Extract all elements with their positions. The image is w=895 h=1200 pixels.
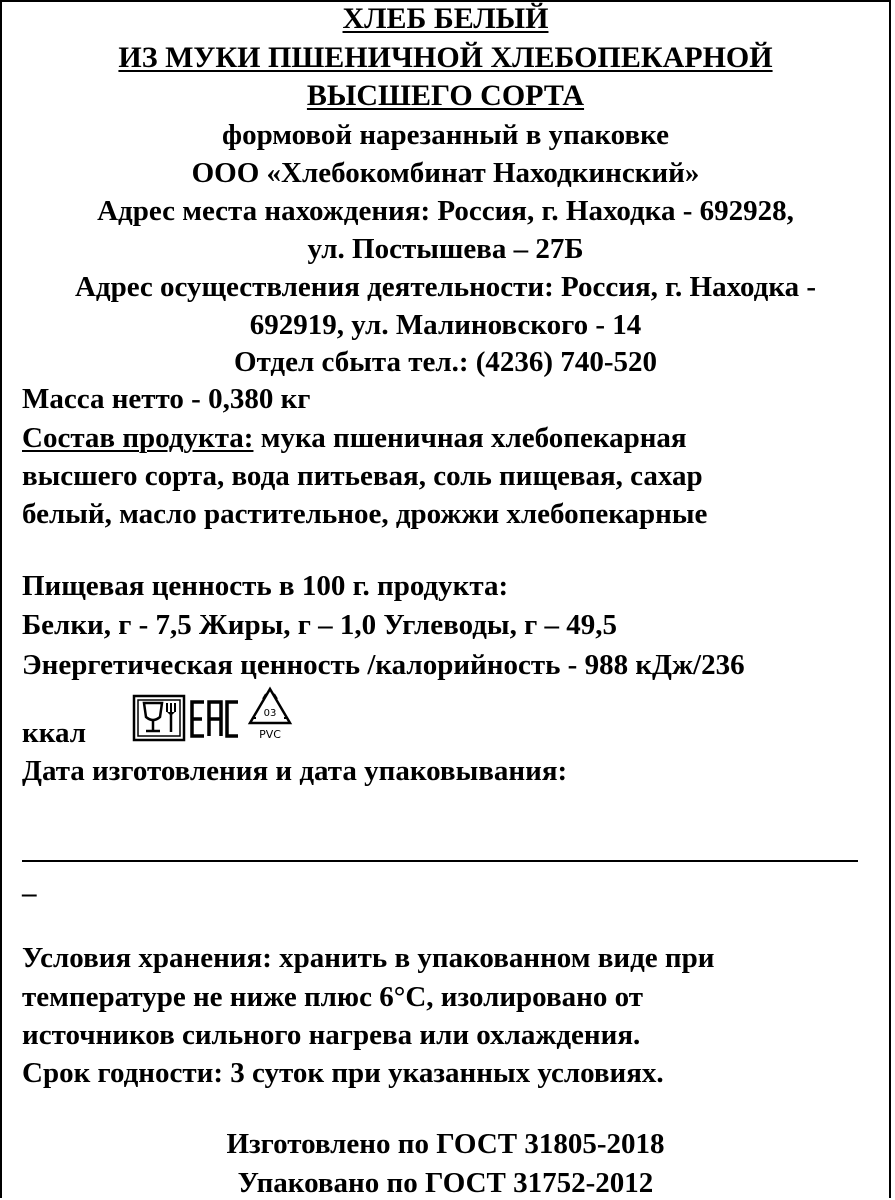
standard-packed: Упаковано по ГОСТ 31752-2012: [237, 1167, 654, 1199]
composition-line-2: высшего сорта, вода питьевая, соль пищевая, сахар: [22, 460, 703, 492]
standard-made: Изготовлено по ГОСТ 31805-2018: [226, 1128, 665, 1160]
product-subtitle: формовой нарезанный в упаковке: [222, 119, 669, 151]
energy-value-line-2: ккал: [22, 717, 87, 749]
address-line-2: ул. Постышева – 27Б: [307, 233, 584, 265]
sales-phone: Отдел сбыта тел.: (4236) 740-520: [234, 346, 657, 378]
title-line-2: ИЗ МУКИ ПШЕНИЧНОЙ ХЛЕБОПЕКАРНОЙ: [118, 41, 773, 74]
energy-value-line-1: Энергетическая ценность /калорийность - 988 кДж/236: [22, 649, 745, 681]
date-fill-line: [22, 860, 858, 862]
title-line-3: ВЫСШЕГО СОРТА: [306, 79, 585, 112]
title-line-1: ХЛЕБ БЕЛЫЙ: [342, 2, 549, 35]
certification-marks: [132, 685, 297, 741]
manufacturer-name: ООО «Хлебокомбинат Находкинский»: [191, 157, 700, 189]
composition-line-3: белый, масло растительное, дрожжи хлебопекарные: [22, 498, 708, 530]
recycle-pvc-icon: [250, 689, 290, 741]
nutrition-heading: Пищевая ценность в 100 г. продукта:: [22, 570, 509, 602]
storage-line-3: источников сильного нагрева или охлаждения.: [22, 1019, 641, 1051]
activity-address-line-1: Адрес осуществления деятельности: Россия, г. Находка -: [74, 271, 817, 303]
food-contact-icon: [134, 696, 184, 740]
recycle-label: PVC: [259, 728, 281, 741]
net-weight: Масса нетто - 0,380 кг: [22, 383, 311, 415]
activity-address-line-2: 692919, ул. Малиновского - 14: [249, 309, 642, 341]
address-line-1: Адрес места нахождения: Россия, г. Находка - 692928,: [97, 195, 794, 227]
composition-text: мука пшеничная хлебопекарная: [253, 422, 687, 454]
composition-label: Состав продукта:: [22, 422, 254, 454]
storage-line-2: температуре не ниже плюс 6°С, изолировано от: [22, 981, 643, 1013]
composition-line-1: [22, 421, 687, 455]
nutrition-values: Белки, г - 7,5 Жиры, г – 1,0 Углеводы, г – 49,5: [22, 609, 617, 641]
production-date-label: Дата изготовления и дата упаковывания:: [22, 755, 568, 787]
recycle-code: 03: [263, 708, 277, 719]
date-trailing-dash: –: [22, 877, 37, 909]
shelf-life: Срок годности: 3 суток при указанных условиях.: [22, 1057, 664, 1089]
storage-line-1: Условия хранения: хранить в упакованном виде при: [22, 942, 715, 974]
eac-mark-icon: [192, 702, 238, 736]
